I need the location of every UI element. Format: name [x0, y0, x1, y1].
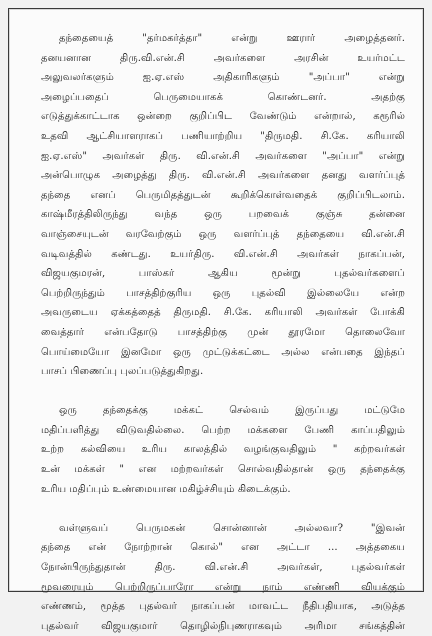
- text-line: உற்ற கல்வியை உரிய காலத்தில் வழங்குவதிலும் " கற்றவர்கள்: [41, 444, 405, 456]
- paragraph-gap: [41, 499, 405, 519]
- text-line: மதிப்பளித்து விடுவதில்லை. பெற்ற மக்களை பேணி காப்பதிலும்: [41, 424, 405, 436]
- text-line: புதல்வர் விஜயகுமார் தொழில்நிபுணராகவும் அரிமா சங்கத்தின்: [41, 620, 405, 632]
- text-line: அவருடைய ஏக்கத்தைத் திருமதி. சி.கே. கரியாலி அவர்கள் போக்கி: [41, 307, 405, 319]
- text-line: பாசப் பிணைப்பு புலப்படுத்துகிறது.: [41, 366, 204, 378]
- text-line: தந்தை எனப் பெருமிதத்துடன் கூறிக்கொள்வதைக் குறிப்பிடலாம்.: [41, 189, 405, 201]
- text-line: எண்ணம், மூத்த புதல்வர் நாகப்பன் மாவட்ட நீதிபதியாக, அடுத்த: [41, 601, 405, 613]
- text-line: அன்பொழுக அழைத்து திரு. வி.என்.சி அவர்களை தனது வளர்ப்புத்: [41, 170, 405, 182]
- text-line: ஐ.ஏ.எஸ்" அவர்கள் திரு. வி.என்.சி அவர்களை "அப்பா" என்று: [41, 150, 405, 162]
- text-line: பெற்றிருந்தும் பாசத்திற்குரிய ஒரு புதல்வி இல்லையே என்ற: [41, 287, 405, 299]
- text-line: எடுத்துக்காட்டாக ஒன்றை குறிப்பிட வேண்டும் என்றால், கரூரில்: [41, 111, 405, 123]
- text-line: தனயனான திரு.வி.என்.சி அவர்களை அரசின் உயர்மட்ட: [41, 52, 405, 64]
- text-line: விஜயகுமரன், பாஸ்கர் ஆகிய மூன்று புதல்வர்களைப்: [41, 268, 405, 280]
- text-line: வைத்தார் என்பதோடு பாசத்திற்கு முன் தூரமோ தொலைவோ: [41, 326, 405, 338]
- paragraph-3: [41, 519, 405, 636]
- text-line: உன் மக்கள் " என மற்றவர்கள் சொல்வதில்தான் ஒரு தந்தைக்கு: [41, 464, 405, 476]
- text-line: உதவி ஆட்சியாளராகப் பணியாற்றிய "திருமதி. சி.கே. கரியாலி: [41, 130, 405, 142]
- body-text: [41, 29, 405, 636]
- paragraph-gap: [41, 382, 405, 402]
- text-line: காஷ்மீரத்திலிருந்து வந்த ஒரு பறவைக் குஞ்சு தன்னை: [41, 209, 405, 221]
- document-page: [8, 8, 424, 632]
- text-line: வள்ளுவப் பெருமகன் சொன்னான் அல்லவா? "இவன்: [59, 522, 405, 534]
- text-line: வாஞ்சையுடன் வரவேற்கும் ஒரு வளர்ப்புத் தந்தையை வி.என்.சி: [41, 228, 405, 240]
- text-line: பொய்மையோ இனமோ ஒரு முட்டுக்கட்டை அல்ல என்பதை இந்தப்: [41, 346, 405, 358]
- text-line: அழைப்பதைப் பெருமையாகக் கொண்டனர். அதற்கு: [41, 91, 405, 103]
- text-line: உரிய மதிப்பும் உண்மையான மகிழ்ச்சியும் கிடைக்கும்.: [41, 483, 291, 495]
- text-line: மூவரையும் பெற்றிருப்பாரோ என்று நாம் எண்ணி வியக்கும்: [41, 581, 405, 593]
- text-line: வடிவத்தில் கண்டது. உயர்திரு. வி.என்.சி அவர்கள் நாகப்பன்,: [41, 248, 405, 260]
- text-line: ஒரு தந்தைக்கு மக்கட் செல்வம் இருப்பது மட்டுமே: [59, 405, 405, 417]
- text-line: தந்தையைத் "தர்மகர்த்தா" என்று ஊரார் அழைத்தனர்.: [59, 33, 405, 44]
- text-line: அலுவலர்களும் ஐ.ஏ.எஸ் அதிகாரிகளும் "அப்பா" என்று: [41, 72, 405, 84]
- text-line: நோன்பிருந்துதான் திரு. வி.என்.சி அவர்கள், புதல்வர்கள்: [41, 562, 405, 574]
- text-line: தந்தை என் நோற்றான் கொல்" என அட்டா ... அத்தகைய: [41, 542, 405, 554]
- paragraph-2: [41, 401, 405, 499]
- paragraph-1: [41, 29, 405, 382]
